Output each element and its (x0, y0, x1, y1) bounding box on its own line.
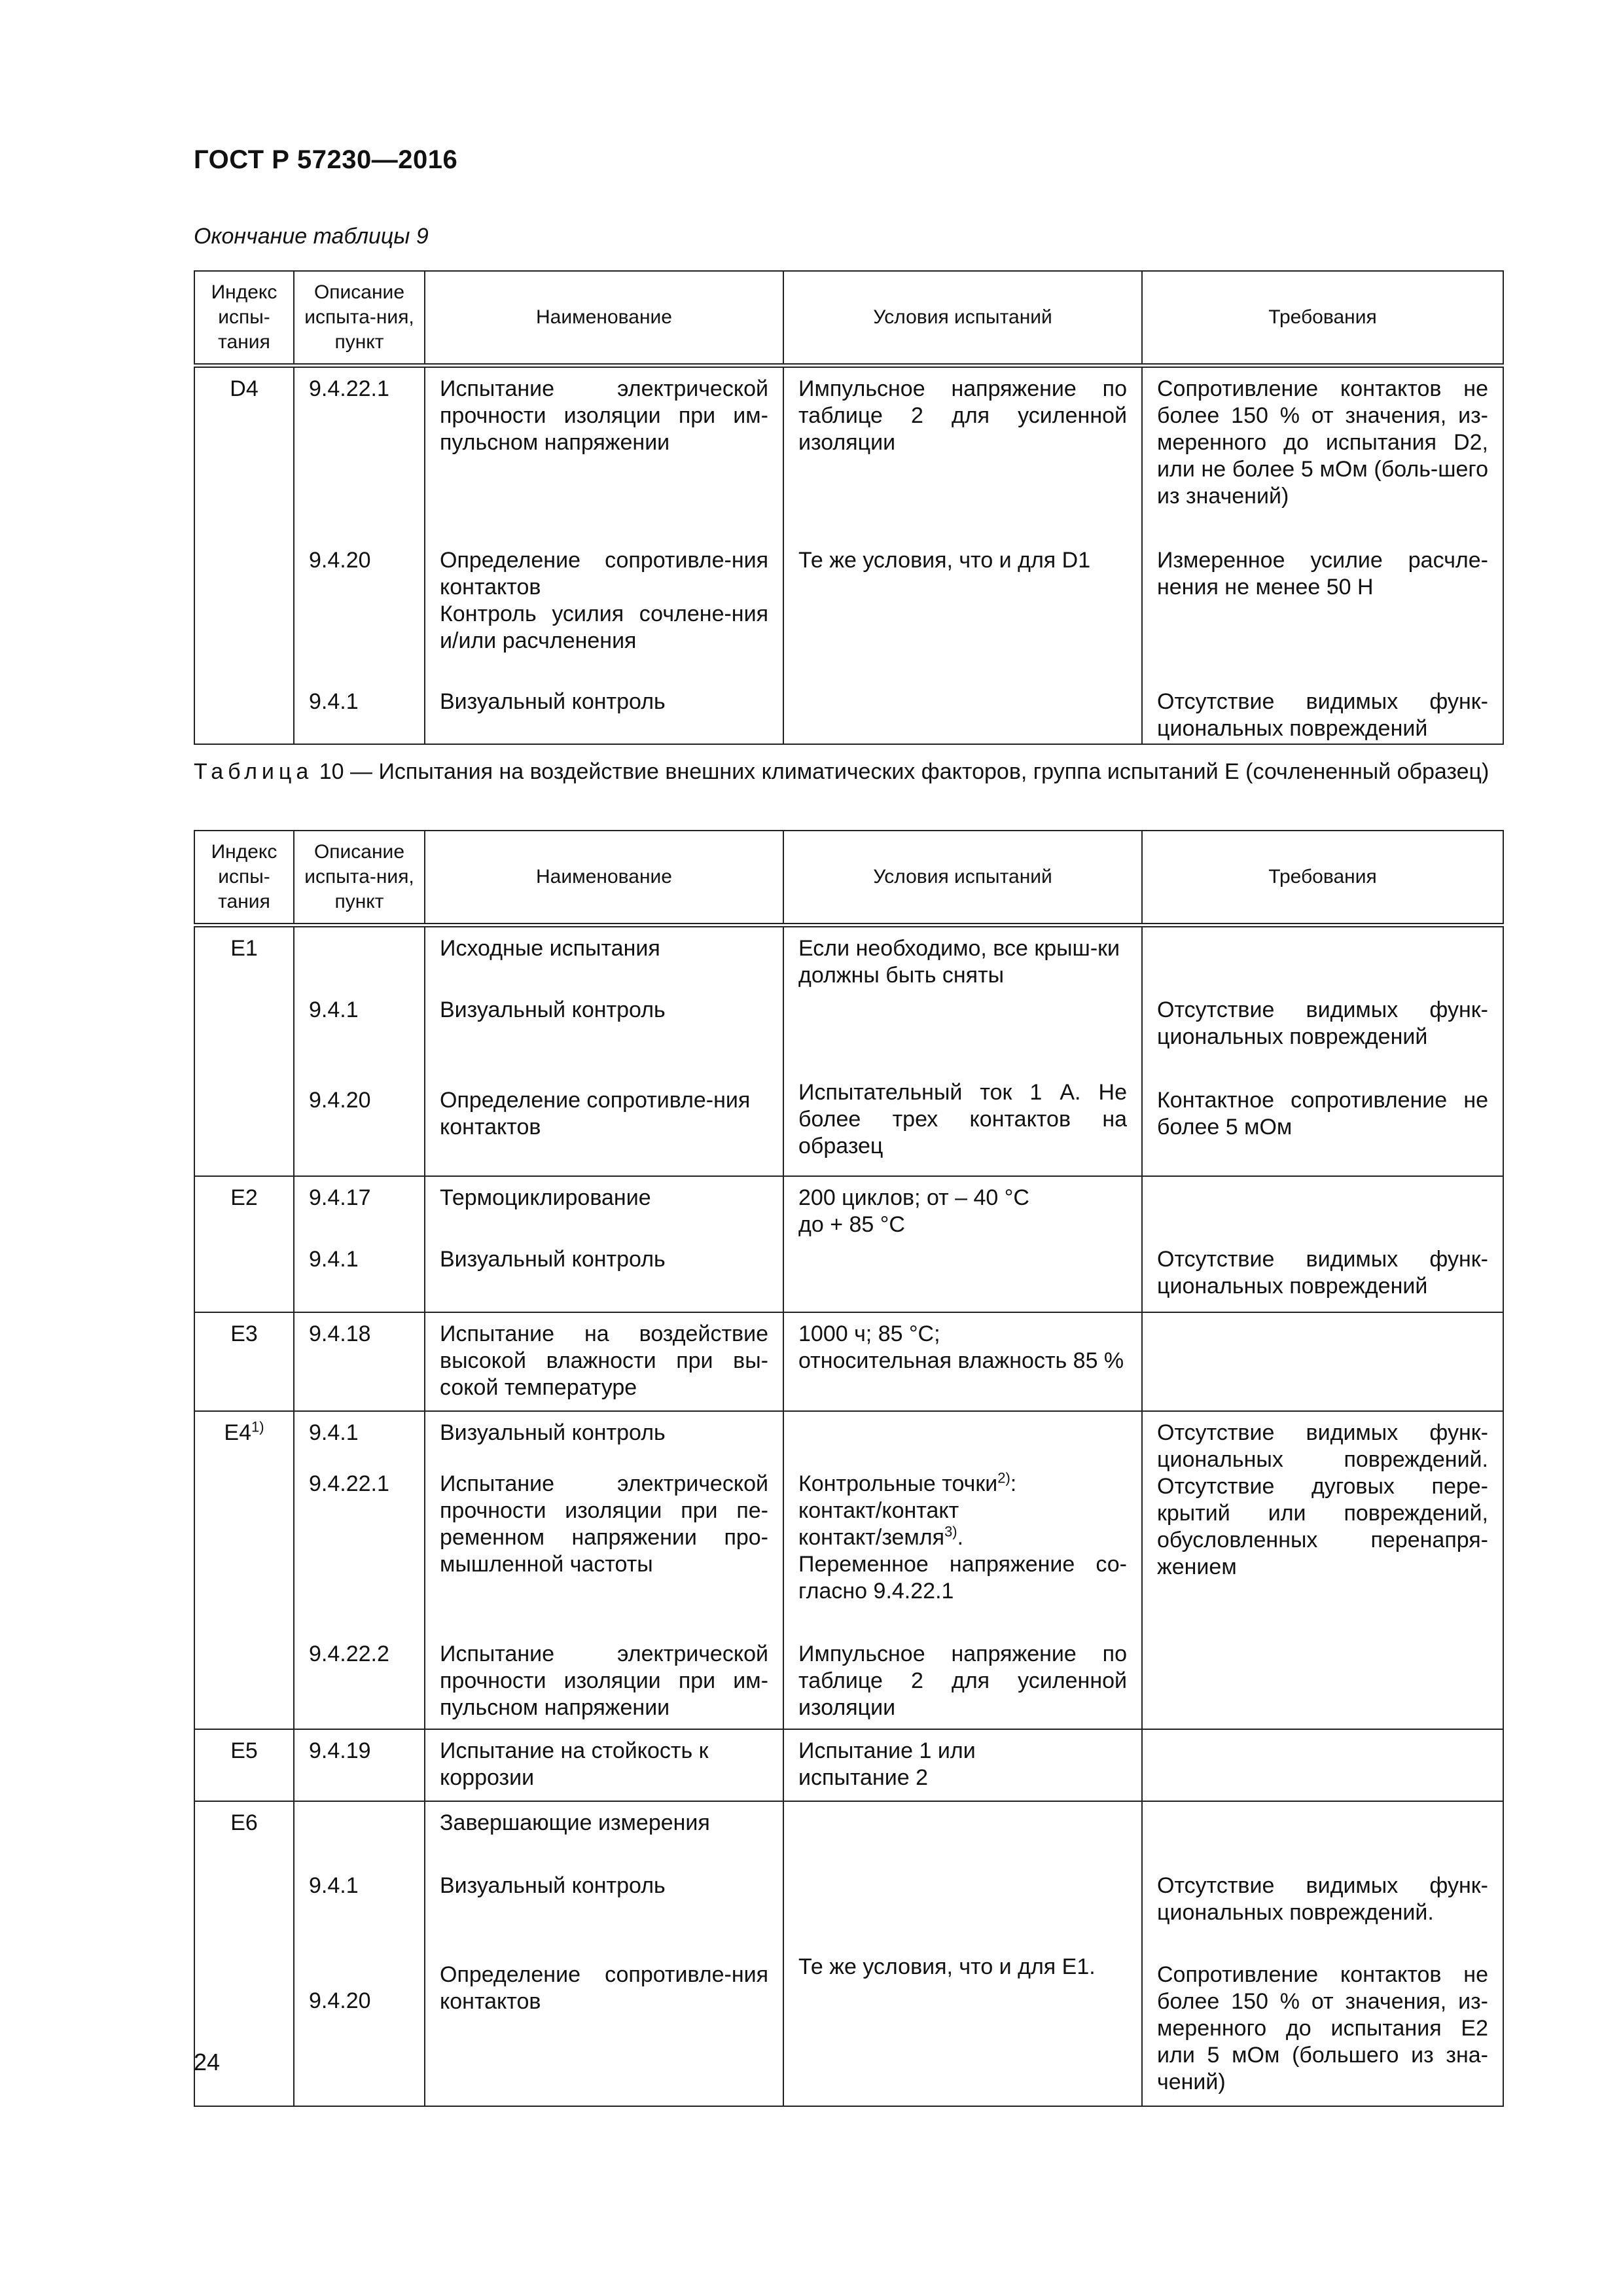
header-name: Наименование (425, 271, 783, 366)
test-conditions: Переменное напряжение со-гласно 9.4.22.1 (798, 1552, 1127, 1604)
table-row (194, 1312, 1503, 1411)
test-name: Определение сопротивле-ния контактов (440, 1088, 751, 1139)
test-name: Контроль усилия сочлене-ния и/или расчленения (440, 601, 768, 653)
test-conditions: Те же условия, что и для Е1. (798, 1954, 1096, 1979)
footnote-marker: 3) (944, 1523, 957, 1540)
test-conditions: относительная влажность 85 % (798, 1348, 1124, 1373)
test-conditions: Те же условия, что и для D1 (798, 548, 1091, 573)
row-index: D4 (230, 376, 259, 401)
clause-number: 9.4.1 (309, 689, 359, 714)
row-index: E1 (230, 936, 258, 961)
test-name: Визуальный контроль (440, 997, 666, 1022)
table-row (194, 1729, 1503, 1801)
test-conditions: 200 циклов; от – 40 °С (798, 1185, 1029, 1210)
table10-caption (194, 757, 1503, 787)
clause-number: 9.4.1 (309, 1420, 359, 1445)
clause-number: 9.4.20 (309, 1088, 371, 1113)
test-conditions: Испытательный ток 1 А. Не более трех контактов на образец (798, 1080, 1127, 1158)
test-name: Определение сопротивле-ния контактов (440, 1962, 768, 2014)
row-index (195, 1412, 293, 1456)
clause-number: 9.4.20 (309, 1988, 371, 2013)
clause-number: 9.4.20 (309, 548, 371, 573)
test-conditions: Испытание 1 или (798, 1738, 976, 1763)
test-name: Испытание электрической прочности изоляции при пе-ременном напряжении про-мышленной частоты (440, 1471, 768, 1577)
test-name: Испытание электрической прочности изоляции при им-пульсном напряжении (440, 376, 768, 455)
test-name: Визуальный контроль (440, 1420, 666, 1445)
row-index: E2 (230, 1185, 258, 1210)
test-conditions: Импульсное напряжение по таблице 2 для усиленной изоляции (798, 1641, 1127, 1720)
test-conditions: испытание 2 (798, 1765, 928, 1790)
clause-number: 9.4.1 (309, 1873, 359, 1898)
test-name: Термоциклирование (440, 1185, 651, 1210)
header-conditions: Условия испытаний (783, 831, 1142, 925)
row-index: E3 (230, 1321, 258, 1346)
table-row (194, 1176, 1503, 1312)
table9-header-row (194, 271, 1503, 366)
test-name: Завершающие измерения (440, 1810, 710, 1835)
header-test-clause: Описание испыта-ния, пункт (294, 831, 425, 925)
table10-caption-text: 10 — Испытания на воздействие внешних климатических факторов, группа испытаний Е (сочлененный образец) (319, 759, 1489, 784)
table-row (194, 366, 1503, 745)
document-id: ГОСТ Р 57230—2016 (194, 145, 458, 174)
test-requirements: Контактное сопротивление не более 5 мОм (1157, 1088, 1488, 1139)
table-row (194, 925, 1503, 1177)
header-requirements: Требования (1142, 271, 1503, 366)
footnote-marker: 1) (251, 1418, 264, 1435)
page-number: 24 (194, 2049, 221, 2075)
conditions-text: . (957, 1525, 964, 1550)
test-conditions: 1000 ч; 85 °С; (798, 1321, 940, 1346)
table-9 (194, 270, 1504, 745)
clause-number: 9.4.1 (309, 997, 359, 1022)
clause-number: 9.4.19 (309, 1738, 371, 1763)
table9-continuation-label: Окончание таблицы 9 (194, 224, 429, 249)
test-name: Визуальный контроль (440, 689, 666, 714)
test-name: Определение сопротивле-ния контактов (440, 548, 768, 600)
test-conditions: Если необходимо, все крыш-ки должны быть сняты (798, 936, 1120, 988)
clause-number: 9.4.22.1 (309, 376, 389, 401)
clause-number: 9.4.22.1 (309, 1471, 389, 1496)
test-conditions: контакт/контакт (798, 1498, 959, 1523)
test-requirements: Отсутствие видимых функ-циональных повреждений (1157, 1247, 1488, 1299)
test-requirements: Сопротивление контактов не более 150 % от значения, из-меренного до испытания Е2 или 5 мОм (большего из зна-чений) (1157, 1962, 1488, 2094)
test-conditions: до + 85 °С (798, 1212, 905, 1237)
test-name: Испытание электрической прочности изоляции при им-пульсном напряжении (440, 1641, 768, 1720)
row-index: E6 (230, 1810, 258, 1835)
header-requirements: Требования (1142, 831, 1503, 925)
conditions-text: Контрольные точки (798, 1471, 998, 1496)
test-conditions (798, 1471, 1127, 1498)
test-requirements: Отсутствие видимых функ-циональных повреждений. (1157, 1873, 1488, 1925)
test-requirements: Сопротивление контактов не более 150 % от значения, из-меренного до испытания D2, или не более 5 мОм (боль-шего из значений) (1157, 376, 1488, 509)
test-requirements: Отсутствие видимых функ-циональных повреждений (1157, 997, 1488, 1049)
clause-number: 9.4.17 (309, 1185, 371, 1210)
test-name: Визуальный контроль (440, 1873, 666, 1898)
table10-caption-word: Таблица (194, 759, 313, 784)
test-requirements: Отсутствие видимых функ-циональных повреждений (1157, 689, 1488, 741)
test-name: Визуальный контроль (440, 1247, 666, 1272)
footnote-marker: 2) (997, 1469, 1010, 1486)
row-index-text: E4 (224, 1420, 252, 1445)
clause-number: 9.4.22.2 (309, 1641, 389, 1666)
table-row (194, 1801, 1503, 2106)
header-test-clause: Описание испыта-ния, пункт (294, 271, 425, 366)
test-name: Исходные испытания (440, 936, 660, 961)
header-test-index: Индекс испы-тания (194, 831, 294, 925)
test-name: Испытание на стойкость к коррозии (440, 1738, 709, 1790)
test-conditions (798, 1524, 1127, 1551)
conditions-text: : (1010, 1471, 1017, 1496)
clause-number: 9.4.18 (309, 1321, 371, 1346)
conditions-text: контакт/земля (798, 1525, 945, 1550)
row-index: E5 (230, 1738, 258, 1763)
test-conditions: Импульсное напряжение по таблице 2 для усиленной изоляции (798, 376, 1127, 455)
table-10 (194, 830, 1504, 2107)
header-test-index: Индекс испы-тания (194, 271, 294, 366)
test-name: Испытание на воздействие высокой влажности при вы-сокой температуре (440, 1321, 768, 1400)
table-row (194, 1411, 1503, 1729)
test-requirements: Измеренное усилие расчле-нения не менее 50 Н (1157, 548, 1488, 600)
header-conditions: Условия испытаний (783, 271, 1142, 366)
test-requirements: Отсутствие видимых функ-циональных повреждений. Отсутствие дуговых пере-крытий или повреждений, обусловленных перенапря-жением (1157, 1420, 1488, 1579)
clause-number: 9.4.1 (309, 1247, 359, 1272)
header-name: Наименование (425, 831, 783, 925)
table10-header-row (194, 831, 1503, 925)
